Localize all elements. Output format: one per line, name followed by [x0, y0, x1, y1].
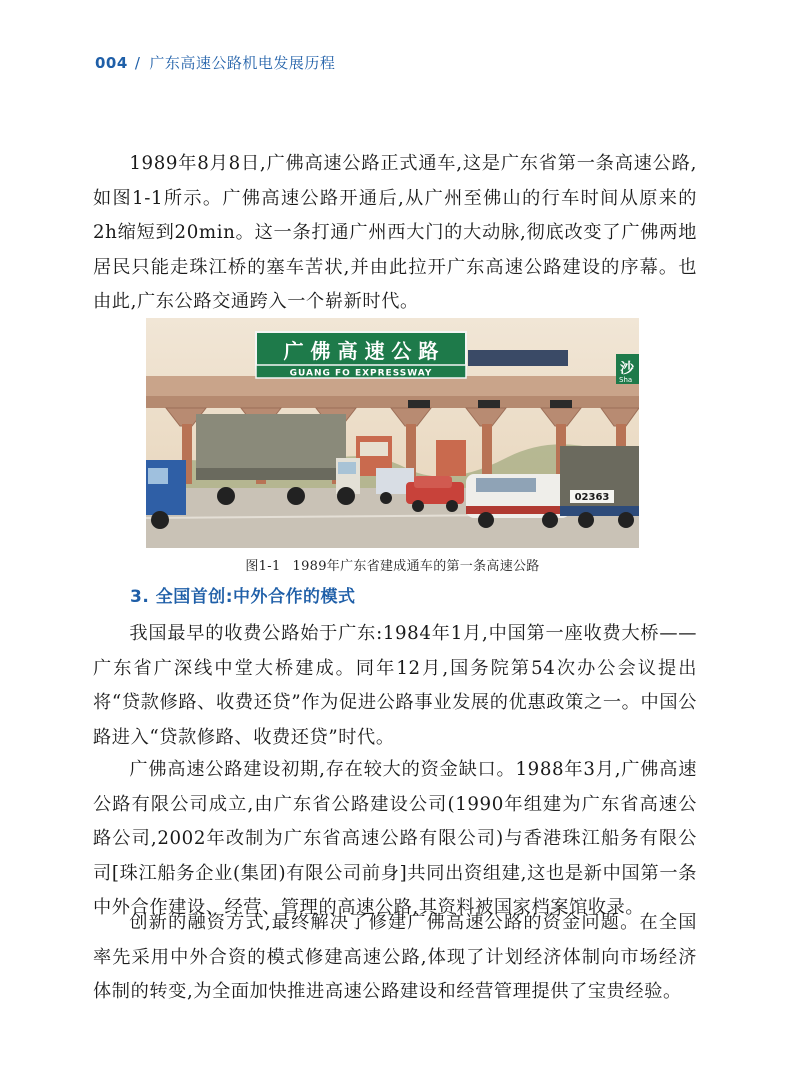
- paragraph-first-toll-road: 我国最早的收费公路始于广东:1984年1月,中国第一座收费大桥——广东省广深线中堂大桥建成。同年12月,国务院第54次办公会议提出将“贷款修路、收费还贷”作为促进公路事业发展的优惠政策之一。中国公路进入“贷款修路、收费还贷”时代。: [93, 623, 697, 748]
- section-title: 3. 全国首创:中外合作的模式: [130, 587, 356, 607]
- page-number: 004: [95, 54, 128, 72]
- figure-caption: [146, 555, 639, 574]
- sign-pinyin-text: GUANG FO EXPRESSWAY: [289, 368, 433, 379]
- book-title: 广东高速公路机电发展历程: [149, 54, 336, 72]
- paragraph-guangfo-opening: 1989年8月8日,广佛高速公路正式通车,这是广东省第一条高速公路,如图1-1所示。广佛高速公路开通后,从广州至佛山的行车时间从原来的2h缩短到20min。这一条打通广州西大门的大动脉,彻底改变了广佛两地居民只能走珠江桥的塞车苦状,并由此拉开广东高速公路建设的序幕。也由此,广东公路交通跨入一个崭新时代。: [93, 153, 697, 312]
- vehicle-plate-text: 02363: [574, 492, 610, 503]
- paragraph-guangfo-company: 广佛高速公路建设初期,存在较大的资金缺口。1988年3月,广佛高速公路有限公司成立,由广东省公路建设公司(1990年组建为广东省高速公路公司,2002年改制为广东省高速公路有限公司)与香港珠江船务有限公司[珠江船务企业(集团)有限公司前身]共同出资组建,这也是新中国第一条中外合作建设、经营、管理的高速公路,其资料被国家档案馆收录。: [93, 759, 697, 918]
- figure-number: 图1-1: [245, 559, 281, 574]
- figure-caption-text: 1989年广东省建成通车的第一条高速公路: [292, 559, 540, 574]
- figure-photo-toll-plaza: [146, 318, 639, 548]
- sign-main-text: 广 佛 高 速 公 路: [283, 339, 439, 363]
- paragraph-financing-innovation: 创新的融资方式,最终解决了修建广佛高速公路的资金问题。在全国率先采用中外合资的模式修建高速公路,体现了计划经济体制向市场经济体制的转变,为全面加快推进高速公路建设和经营管理提供了宝贵经验。: [93, 912, 697, 1002]
- running-head: [95, 52, 335, 73]
- header-separator: /: [134, 54, 141, 72]
- sign-side-text: 沙: [620, 361, 634, 377]
- sign-side-small-text: Sha: [619, 376, 633, 384]
